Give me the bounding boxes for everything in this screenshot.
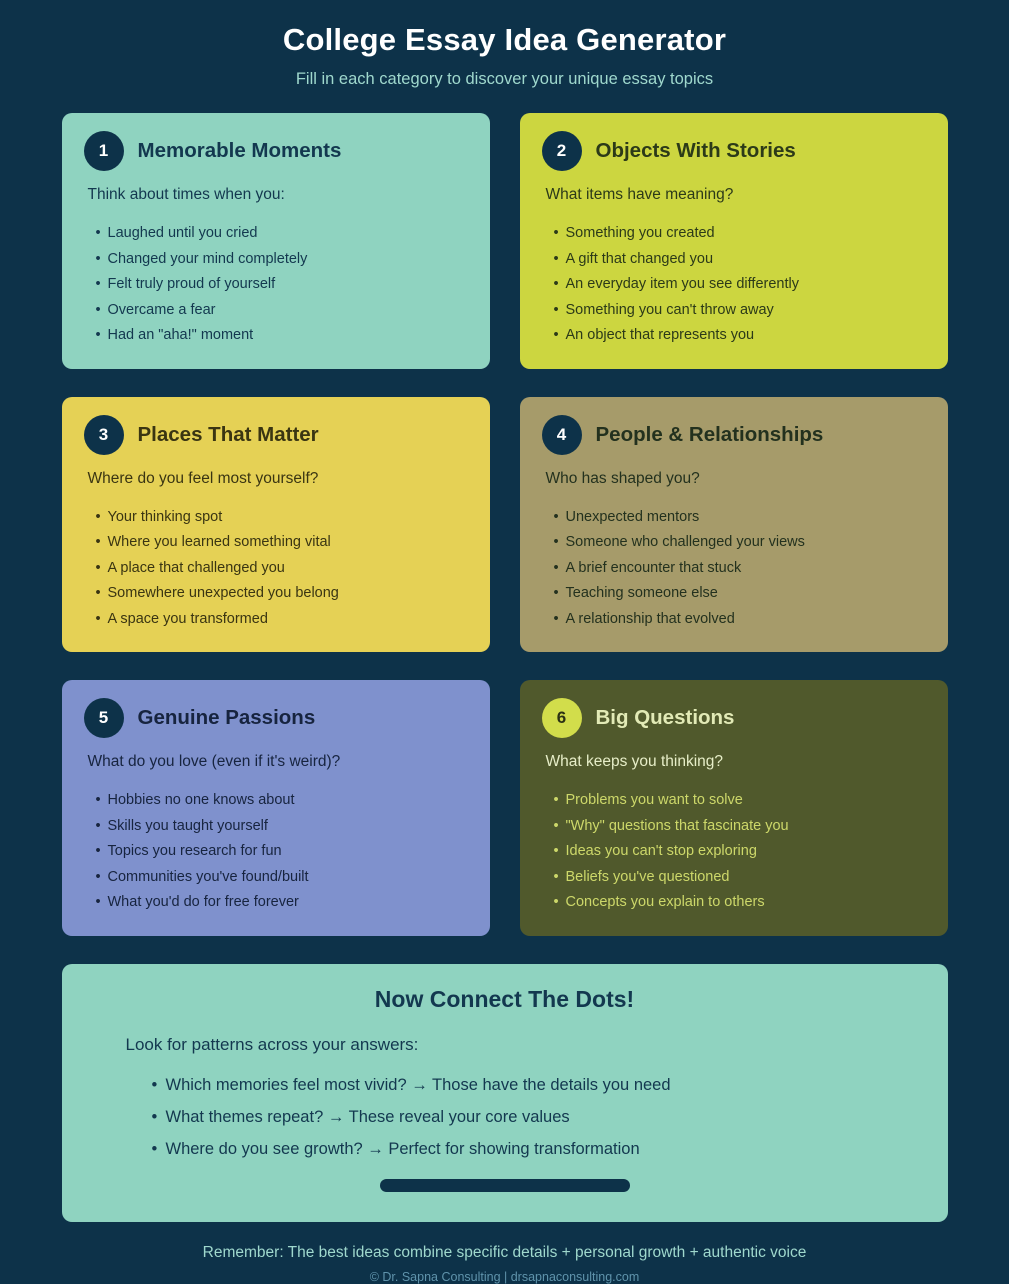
card-prompt: Who has shaped you?	[545, 469, 700, 487]
card-item-list	[542, 221, 926, 349]
category-card-people-and-relationships	[520, 397, 948, 653]
list-item: • Where you learned something vital	[96, 530, 468, 556]
list-item: • Someone who challenged your views	[554, 530, 926, 556]
list-item: • Where do you see growth? → Perfect for showing transformation	[152, 1133, 918, 1165]
list-item: • Topics you research for fun	[96, 839, 468, 865]
category-card-places-that-matter	[62, 397, 490, 653]
card-title: Genuine Passions	[137, 706, 316, 729]
card-title: People & Relationships	[595, 422, 824, 446]
list-item: • Something you created	[554, 221, 926, 247]
list-item: • Concepts you explain to others	[554, 890, 926, 916]
card-prompt: Where do you feel most yourself?	[87, 469, 319, 487]
list-item: • Skills you taught yourself	[96, 814, 468, 840]
card-header	[84, 698, 468, 738]
list-item: • A place that challenged you	[96, 556, 468, 582]
connect-the-dots-panel	[62, 964, 948, 1222]
card-prompt: Think about times when you:	[87, 186, 285, 203]
page-title: College Essay Idea Generator	[282, 22, 727, 57]
list-item: • "Why" questions that fascinate you	[554, 814, 926, 840]
card-item-list	[84, 788, 468, 916]
card-prompt: What keeps you thinking?	[545, 753, 723, 770]
card-item-list	[542, 505, 926, 633]
category-card-memorable-moments	[62, 113, 490, 369]
page-subtitle: Fill in each category to discover your unique essay topics	[295, 70, 714, 88]
page-header	[0, 0, 1009, 91]
list-item: • Overcame a fear	[96, 298, 468, 324]
card-prompt: What do you love (even if it's weird)?	[87, 753, 341, 770]
card-header	[542, 698, 926, 738]
list-item: • A space you transformed	[96, 607, 468, 633]
list-item: • Ideas you can't stop exploring	[554, 839, 926, 865]
category-card-grid	[62, 113, 948, 936]
list-item: • An object that represents you	[554, 323, 926, 349]
connect-title: Now Connect The Dots!	[374, 985, 635, 1012]
list-item: • Unexpected mentors	[554, 505, 926, 531]
card-item-list	[84, 505, 468, 633]
list-item: • Changed your mind completely	[96, 247, 468, 273]
card-header	[84, 131, 468, 171]
list-item: • Communities you've found/built	[96, 865, 468, 891]
card-number-badge: 4	[542, 415, 582, 455]
card-number-badge: 3	[84, 415, 124, 455]
card-prompt: What items have meaning?	[545, 186, 734, 203]
list-item: • Something you can't throw away	[554, 298, 926, 324]
card-number-badge: 2	[542, 131, 582, 171]
list-item: • Beliefs you've questioned	[554, 865, 926, 891]
list-item: • Problems you want to solve	[554, 788, 926, 814]
list-item: • A relationship that evolved	[554, 607, 926, 633]
card-title: Places That Matter	[137, 422, 319, 446]
card-number-badge: 5	[84, 698, 124, 738]
connect-item-list	[92, 1069, 918, 1165]
list-item: • Had an "aha!" moment	[96, 323, 468, 349]
list-item: • What themes repeat? → These reveal your core values	[152, 1101, 918, 1133]
card-item-list	[542, 788, 926, 916]
list-item: • Somewhere unexpected you belong	[96, 581, 468, 607]
list-item: • A gift that changed you	[554, 247, 926, 273]
footer-credit: © Dr. Sapna Consulting | drsapnaconsulting.com	[369, 1269, 640, 1284]
card-item-list	[84, 221, 468, 349]
category-card-big-questions	[520, 680, 948, 936]
list-item: • An everyday item you see differently	[554, 272, 926, 298]
list-item: • Hobbies no one knows about	[96, 788, 468, 814]
card-header	[84, 415, 468, 455]
list-item: • Your thinking spot	[96, 505, 468, 531]
list-item: • Teaching someone else	[554, 581, 926, 607]
card-title: Memorable Moments	[137, 139, 342, 162]
category-card-genuine-passions	[62, 680, 490, 936]
card-title: Objects With Stories	[595, 139, 796, 162]
decorative-pill	[380, 1179, 630, 1192]
card-header	[542, 131, 926, 171]
list-item: • What you'd do for free forever	[96, 890, 468, 916]
list-item: • Felt truly proud of yourself	[96, 272, 468, 298]
card-header	[542, 415, 926, 455]
list-item: • A brief encounter that stuck	[554, 556, 926, 582]
card-title: Big Questions	[595, 706, 735, 729]
card-number-badge: 1	[84, 131, 124, 171]
list-item: • Laughed until you cried	[96, 221, 468, 247]
category-card-objects-with-stories	[520, 113, 948, 369]
connect-lead-text: Look for patterns across your answers:	[125, 1034, 419, 1054]
list-item: • Which memories feel most vivid? → Those have the details you need	[152, 1069, 918, 1101]
card-number-badge: 6	[542, 698, 582, 738]
footer-note: Remember: The best ideas combine specific details + personal growth + authentic voice	[202, 1243, 807, 1261]
